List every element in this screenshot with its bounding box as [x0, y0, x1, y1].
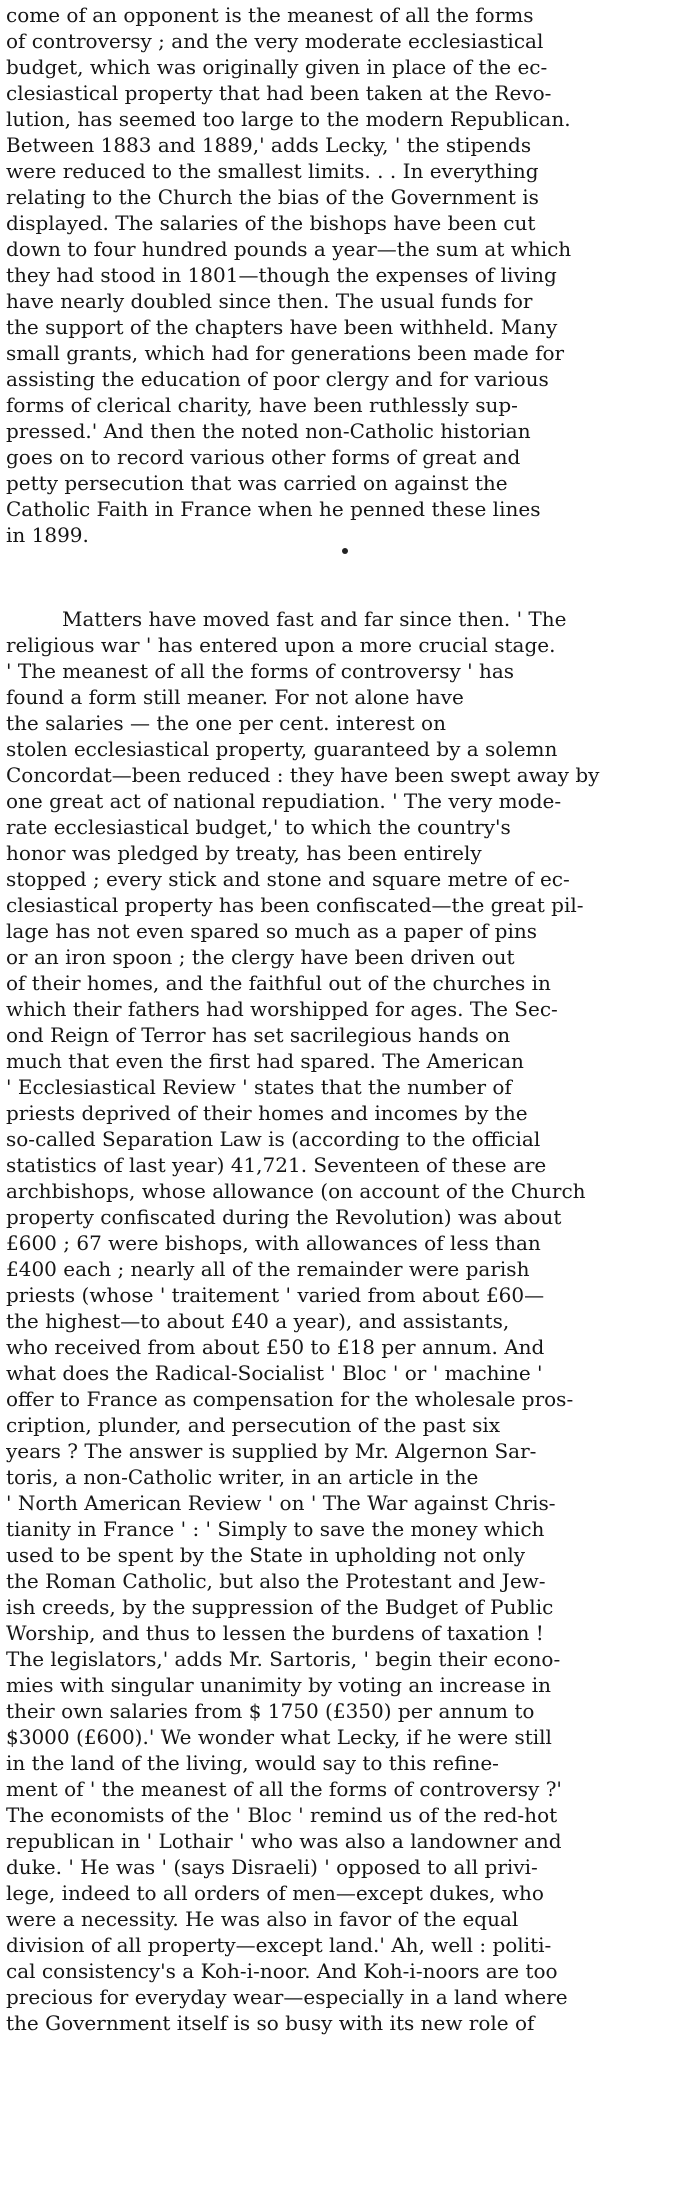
text-line: archbishops, whose allowance (on account of the Church: [6, 1179, 586, 1203]
text-line: years ? The answer is supplied by Mr. Algernon Sar-: [6, 1439, 537, 1463]
text-line: duke. ' He was ' (says Disraeli) ' opposed to all privi-: [6, 1855, 538, 1879]
text-line: in 1899.: [6, 523, 89, 547]
text-line: cription, plunder, and persecution of the past six: [6, 1413, 501, 1437]
text-line: £400 each ; nearly all of the remainder were parish: [6, 1257, 530, 1281]
text-line: down to four hundred pounds a year—the sum at which: [6, 237, 572, 261]
text-line: ment of ' the meanest of all the forms of controversy ?': [6, 1777, 562, 1801]
text-line: cal consistency's a Koh-i-noor. And Koh-i-noors are too: [6, 1959, 558, 1983]
separator-dot: [342, 548, 348, 554]
text-line: budget, which was originally given in place of the ec-: [6, 55, 548, 79]
text-line: honor was pledged by treaty, has been entirely: [6, 841, 482, 865]
text-line: or an iron spoon ; the clergy have been driven out: [6, 945, 515, 969]
text-line: Matters have moved fast and far since then. ' The: [62, 607, 567, 631]
text-line: ' The meanest of all the forms of controversy ' has: [6, 659, 515, 683]
text-line: have nearly doubled since then. The usual funds for: [6, 289, 533, 313]
text-line: their own salaries from $ 1750 (£350) per annum to: [6, 1699, 535, 1723]
text-line: ond Reign of Terror has set sacrilegious hands on: [6, 1023, 511, 1047]
paragraph-separator: [6, 548, 671, 606]
text-line: precious for everyday wear—especially in a land where: [6, 1985, 568, 2009]
text-line: they had stood in 1801—though the expenses of living: [6, 263, 557, 287]
text-line: offer to France as compensation for the wholesale pros-: [6, 1387, 574, 1411]
text-line: ' North American Review ' on ' The War against Chris-: [6, 1491, 556, 1515]
text-line: what does the Radical-Socialist ' Bloc ' or ' machine ': [6, 1361, 543, 1385]
text-line: found a form still meaner. For not alone have: [6, 685, 464, 709]
text-line: £600 ; 67 were bishops, with allowances of less than: [6, 1231, 541, 1255]
text-line: small grants, which had for generations been made for: [6, 341, 565, 365]
text-line: the highest—to about £40 a year), and assistants,: [6, 1309, 510, 1333]
text-line: ish creeds, by the suppression of the Budget of Public: [6, 1595, 554, 1619]
text-line: who received from about £50 to £18 per annum. And: [6, 1335, 545, 1359]
text-line: stopped ; every stick and stone and square metre of ec-: [6, 867, 570, 891]
text-line: clesiastical property that had been taken at the Revo-: [6, 81, 552, 105]
text-line: Worship, and thus to lessen the burdens of taxation !: [6, 1621, 544, 1645]
text-line: petty persecution that was carried on against the: [6, 471, 508, 495]
text-line: of their homes, and the faithful out of the churches in: [6, 971, 551, 995]
text-line: relating to the Church the bias of the Government is: [6, 185, 539, 209]
text-line: republican in ' Lothair ' who was also a landowner and: [6, 1829, 562, 1853]
text-line: the support of the chapters have been withheld. Many: [6, 315, 558, 339]
text-line: mies with singular unanimity by voting an increase in: [6, 1673, 552, 1697]
text-line: stolen ecclesiastical property, guaranteed by a solemn: [6, 737, 558, 761]
text-line: the Roman Catholic, but also the Protestant and Jew-: [6, 1569, 546, 1593]
text-line: toris, a non-Catholic writer, in an article in the: [6, 1465, 479, 1489]
text-line: which their fathers had worshipped for ages. The Sec-: [6, 997, 558, 1021]
paragraph-matters-moved: [6, 606, 671, 2036]
text-line: lege, indeed to all orders of men—except dukes, who: [6, 1881, 544, 1905]
text-line: division of all property—except land.' Ah, well : politi-: [6, 1933, 552, 1957]
text-line: rate ecclesiastical budget,' to which the country's: [6, 815, 511, 839]
text-line: priests deprived of their homes and incomes by the: [6, 1101, 528, 1125]
text-line: lution, has seemed too large to the modern Republican.: [6, 107, 571, 131]
text-line: Between 1883 and 1889,' adds Lecky, ' the stipends: [6, 133, 532, 157]
text-line: property confiscated during the Revolution) was about: [6, 1205, 562, 1229]
text-line: so-called Separation Law is (according to the official: [6, 1127, 541, 1151]
text-line: $3000 (£600).' We wonder what Lecky, if he were still: [6, 1725, 552, 1749]
text-line: assisting the education of poor clergy and for various: [6, 367, 549, 391]
text-line: displayed. The salaries of the bishops have been cut: [6, 211, 536, 235]
text-line: statistics of last year) 41,721. Seventeen of these are: [6, 1153, 547, 1177]
text-line: were reduced to the smallest limits. . . In everything: [6, 159, 539, 183]
text-line: of controversy ; and the very moderate ecclesiastical: [6, 29, 544, 53]
text-line: The legislators,' adds Mr. Sartoris, ' begin their econo-: [6, 1647, 561, 1671]
text-line: one great act of national repudiation. ' The very mode-: [6, 789, 562, 813]
text-line: Catholic Faith in France when he penned these lines: [6, 497, 541, 521]
text-line: forms of clerical charity, have been ruthlessly sup-: [6, 393, 518, 417]
text-line: used to be spent by the State in upholding not only: [6, 1543, 526, 1567]
text-line: come of an opponent is the meanest of all the forms: [6, 3, 534, 27]
text-line: priests (whose ' traitement ' varied from about £60—: [6, 1283, 545, 1307]
text-line: the Government itself is so busy with its new role of: [6, 2011, 535, 2035]
text-line: were a necessity. He was also in favor of the equal: [6, 1907, 519, 1931]
text-line: clesiastical property has been confiscated—the great pil-: [6, 893, 584, 917]
text-line: in the land of the living, would say to this refine-: [6, 1751, 499, 1775]
text-line: lage has not even spared so much as a paper of pins: [6, 919, 538, 943]
text-line: The economists of the ' Bloc ' remind us of the red-hot: [6, 1803, 558, 1827]
text-line: religious war ' has entered upon a more crucial stage.: [6, 633, 556, 657]
paragraph-lecky-quote: [6, 2, 671, 548]
text-line: the salaries — the one per cent. interest on: [6, 711, 446, 735]
text-line: goes on to record various other forms of great and: [6, 445, 521, 469]
text-line: pressed.' And then the noted non-Catholic historian: [6, 419, 531, 443]
text-line: tianity in France ' : ' Simply to save the money which: [6, 1517, 545, 1541]
text-line: ' Ecclesiastical Review ' states that the number of: [6, 1075, 512, 1099]
text-line: Concordat—been reduced : they have been swept away by: [6, 763, 600, 787]
text-line: much that even the first had spared. The American: [6, 1049, 524, 1073]
